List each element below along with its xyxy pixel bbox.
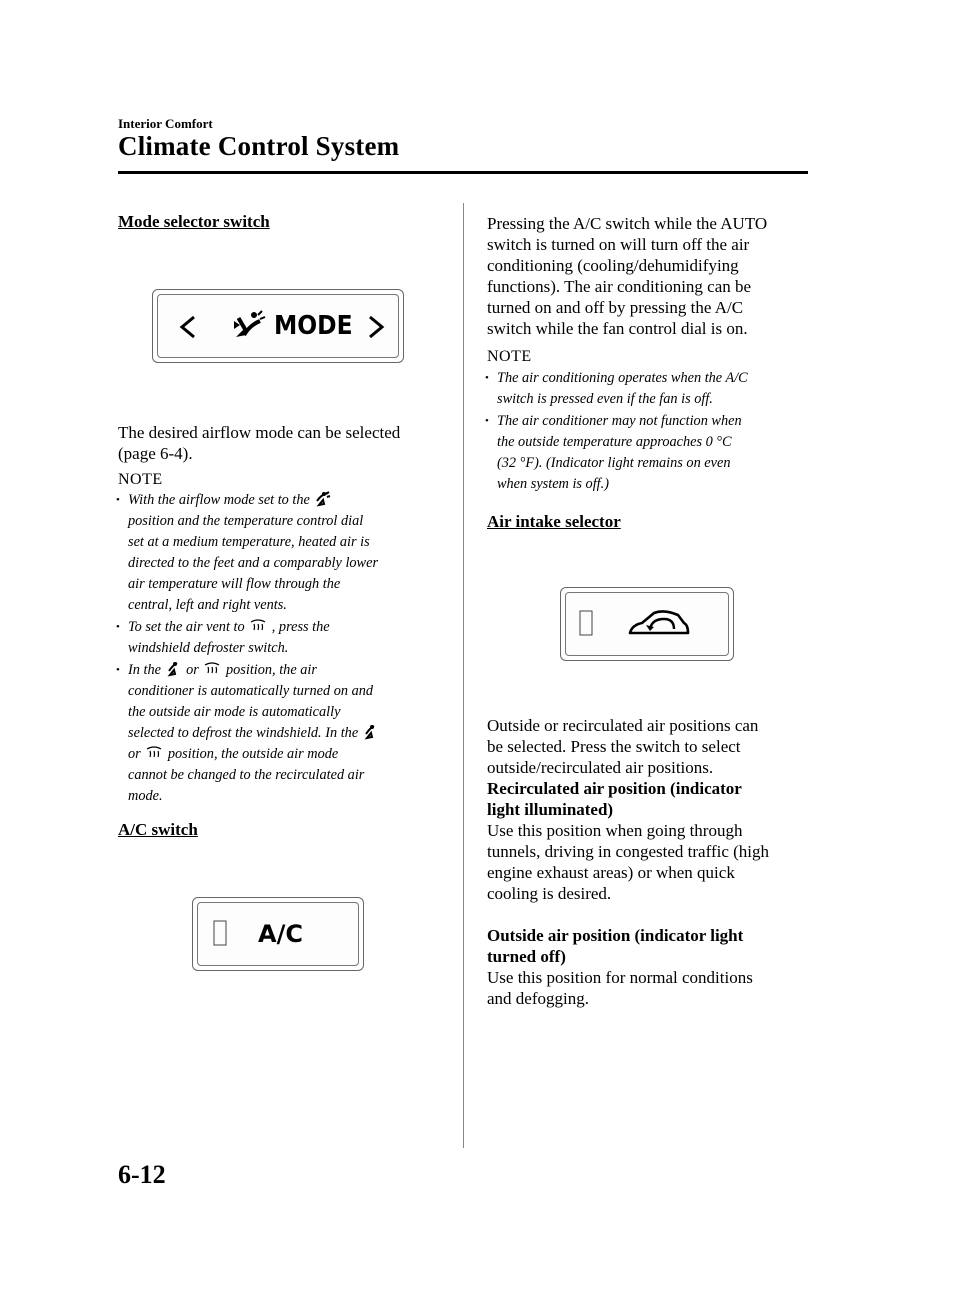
recirculated-heading: light illuminated) xyxy=(487,800,614,819)
page-title: Climate Control System xyxy=(118,131,400,161)
floor-defrost-icon xyxy=(315,491,331,507)
title-rule xyxy=(118,171,808,174)
floor-defrost-icon xyxy=(364,724,378,740)
mode-switch-label: MODE xyxy=(274,311,353,341)
note-item: • To set the air vent to , press the windshield defroster switch. xyxy=(118,617,448,659)
column-divider xyxy=(463,203,464,1148)
note-item: • With the airflow mode set to the position and the temperature control dial set at a medium temperature, heated air is directed to the feet and a comparably lower air temperature will flow through the central, left and right vents. xyxy=(118,490,448,616)
chevron-right-icon xyxy=(370,317,382,337)
ac-body-line: conditioning (cooling/dehumidifying xyxy=(487,256,739,275)
recirculated-heading: Recirculated air position (indicator xyxy=(487,779,742,798)
outside-air-heading: turned off) xyxy=(487,947,566,966)
mode-selector-switch[interactable] xyxy=(152,289,404,363)
mode-selector-heading: Mode selector switch xyxy=(118,212,270,231)
mode-body-line: (page 6-4). xyxy=(118,444,193,463)
note-item: • In the or position, the air conditioner is automatically turned on and the outside air mode is automatically selected to defrost the windshield. In the or position, the outside air mode cannot be changed to the recirculated air mode. xyxy=(118,660,448,807)
outside-air-heading: Outside air position (indicator light xyxy=(487,926,744,945)
section-label: Interior Comfort xyxy=(118,116,213,131)
air-intake-switch[interactable] xyxy=(560,587,734,661)
indicator-icon xyxy=(576,609,600,639)
indicator-icon xyxy=(210,919,234,949)
ac-body-line: switch while the fan control dial is on. xyxy=(487,319,748,338)
ac-switch-heading: A/C switch xyxy=(118,820,198,839)
chevron-left-icon xyxy=(182,317,194,337)
intake-body-line: outside/recirculated air positions. xyxy=(487,758,714,777)
intake-body-line: be selected. Press the switch to select xyxy=(487,737,741,756)
floor-defrost-icon xyxy=(234,311,265,337)
defroster-icon xyxy=(146,745,162,761)
note-item: • The air conditioning operates when the A/C switch is pressed even if the fan is off. xyxy=(487,368,817,410)
ac-body-line: Pressing the A/C switch while the AUTO xyxy=(487,214,768,233)
ac-switch-label: A/C xyxy=(258,920,303,948)
mode-body-line: The desired airflow mode can be selected xyxy=(118,423,401,442)
recirculated-body-line: engine exhaust areas) or when quick xyxy=(487,863,735,882)
recirculated-body-line: Use this position when going through xyxy=(487,821,743,840)
note-item: • The air conditioner may not function when the outside temperature approaches 0 °C (32 °F). (Indicator light remains on even when system is off.) xyxy=(487,411,817,495)
note-label: NOTE xyxy=(118,471,163,488)
note-label: NOTE xyxy=(487,348,532,365)
page-number: 6-12 xyxy=(118,1160,166,1189)
intake-body-line: Outside or recirculated air positions can xyxy=(487,716,759,735)
ac-body-line: functions). The air conditioning can be xyxy=(487,277,752,296)
defroster-icon xyxy=(250,618,266,634)
outside-air-body-line: and defogging. xyxy=(487,989,589,1008)
recirculate-car-icon xyxy=(624,605,694,645)
floor-defrost-icon xyxy=(167,661,181,677)
outside-air-body-line: Use this position for normal conditions xyxy=(487,968,753,987)
ac-body-line: switch is turned on will turn off the air xyxy=(487,235,750,254)
air-intake-heading: Air intake selector xyxy=(487,512,621,531)
defroster-icon xyxy=(204,661,220,677)
ac-body-line: turned on and off by pressing the A/C xyxy=(487,298,744,317)
recirculated-body-line: cooling is desired. xyxy=(487,884,612,903)
recirculated-body-line: tunnels, driving in congested traffic (high xyxy=(487,842,770,861)
ac-switch[interactable] xyxy=(192,897,364,971)
